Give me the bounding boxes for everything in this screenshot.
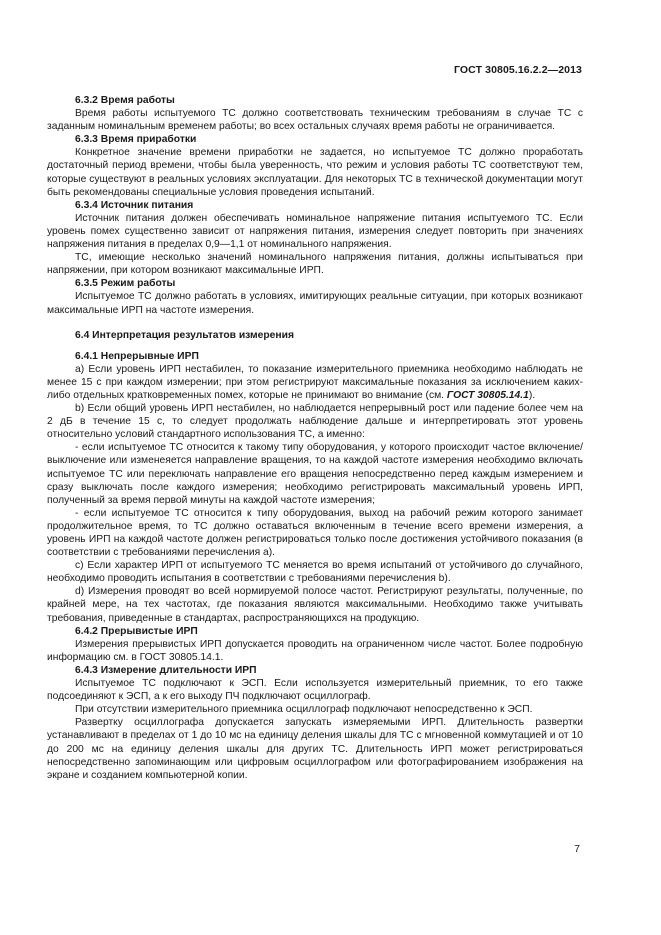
paragraph: Время работы испытуемого ТС должно соответствовать техническим требованиям в случае ТС с заданным номинальным временем работы; во всех остальных случаях время работы не ограничивается. (47, 108, 583, 133)
heading-6-4-2: 6.4.2 Прерывистые ИРП (75, 625, 198, 637)
paragraph-item-b: b) Если общий уровень ИРП нестабилен, но наблюдается непрерывный рост или падение более чем на 2 дБ в течение 15 с, то следует продолжать наблюдение дальше и интерпретировать этот уровень относительно условий стандартного использования ТС, а именно: (47, 403, 583, 441)
paragraph-tail: ). (528, 389, 536, 401)
paragraph: При отсутствии измерительного приемника осциллограф подключают непосредственно к ЭСП. (75, 704, 533, 716)
paragraph: Испытуемое ТС должно работать в условиях, имитирующих реальные ситуации, при которых возникают максимальные ИРП на частоте измерения. (47, 291, 583, 316)
paragraph: Конкретное значение времени приработки не задается, но испытуемое ТС должно проработать достаточный период времени, чтобы была уверенность, что режим и условия работы ТС соответствуют тем, которые существуют в реальных условиях эксплуатации. Для некоторых ТС в технической документации могут быть рекомендованы специальные условия проведения испытаний. (47, 147, 583, 198)
paragraph: Источник питания должен обеспечивать номинальное напряжение питания испытуемого ТС. Если уровень помех существенно зависит от напряжения питания, измерения следует повторить при значениях напряжения питания в пределах 0,9—1,1 от номинального напряжения. (47, 212, 583, 251)
paragraph-dash-item: - если испытуемое ТС относится к типу оборудования, выход на рабочий режим которого занимает продолжительное время, то ТС должно оставаться включенным в течение всего времени измерения, а уровень ИРП на каждой частоте должен регистрироваться только после достижения устойчивого показания (в соответствии с требованиями перечисления а). (47, 507, 583, 559)
heading-6-4-1: 6.4.1 Непрерывные ИРП (75, 350, 199, 362)
heading-6-3-5: 6.3.5 Режим работы (75, 278, 176, 290)
paragraph-item-a (47, 363, 583, 402)
document-header: ГОСТ 30805.16.2.2—2013 (454, 64, 582, 76)
heading-6-3-4: 6.3.4 Источник питания (75, 199, 194, 211)
paragraph-dash-item: - если испытуемое ТС относится к такому типу оборудования, у которого происходит частое включение/выключение или изменеяется направление вращения, то на каждой частоте измерения необходимо включать испытуемое ТС или переключать направление его вращения непосредственно перед каждым измерением и сразу выключать после каждого измерения; необходимо регистрировать максимальный уровень ИРП, полученный за время первой минуты на каждой частоте измерения; (47, 442, 583, 506)
heading-6-3-3: 6.3.3 Время приработки (75, 134, 197, 146)
paragraph-text: a) Если уровень ИРП нестабилен, то показание измерительного приемника необходимо наблюдать не менее 15 с при каждом измерении; при этом регистрируют максимальные показания за исключением каких-либо отдельных кратковременных помех, которые не принимают во внимание (см. (47, 363, 583, 401)
paragraph: ТС, имеющие несколько значений номинального напряжения питания, должны испытываться при напряжении, при котором возникают максимальные ИРП. (47, 252, 583, 277)
heading-6-3-2: 6.3.2 Время работы (75, 95, 175, 106)
paragraph: Измерения прерывистых ИРП допускается проводить на ограниченном числе частот. Более подробную информацию см. в ГОСТ 30805.14.1. (47, 638, 583, 663)
paragraph: Испытуемое ТС подключают к ЭСП. Если используется измерительный приемник, то его также подсоединяют к ЭСП, а к его выходу ПЧ подключают осциллограф. (47, 678, 583, 703)
heading-6-4: 6.4 Интерпретация результатов измерения (75, 329, 294, 341)
paragraph-item-d: d) Измерения проводят во всей нормируемой полосе частот. Регистрируют результаты, полученные, по крайней мере, на тех частотах, где показания являются максимальными. Необходимо также учитывать требования, приведенные в стандартах, распространяющихся на продукцию. (47, 586, 583, 624)
document-body (47, 94, 583, 782)
paragraph-item-c: c) Если характер ИРП от испытуемого ТС меняется во время испытаний от устойчивого до случайного, необходимо проводить испытания в соответствии с требованиями перечисления b). (47, 560, 583, 585)
paragraph: Развертку осциллографа допускается запускать измеряемыми ИРП. Длительность развертки устанавливают в пределах от 1 до 10 мс на единицу деления шкалы для ТС с мгновенной коммутацией и от 10 до 200 мс на единицу деления шкалы для других ТС. Длительность ИРП может регистрироваться непосредственно запоминающим или цифровым осциллографом или фотографированием изображения на экране и созданием компьютерной копии. (47, 717, 583, 781)
standard-reference: ГОСТ 30805.14.1 (446, 389, 529, 401)
heading-6-4-3: 6.4.3 Измерение длительности ИРП (75, 664, 257, 676)
page-number: 7 (574, 844, 580, 855)
